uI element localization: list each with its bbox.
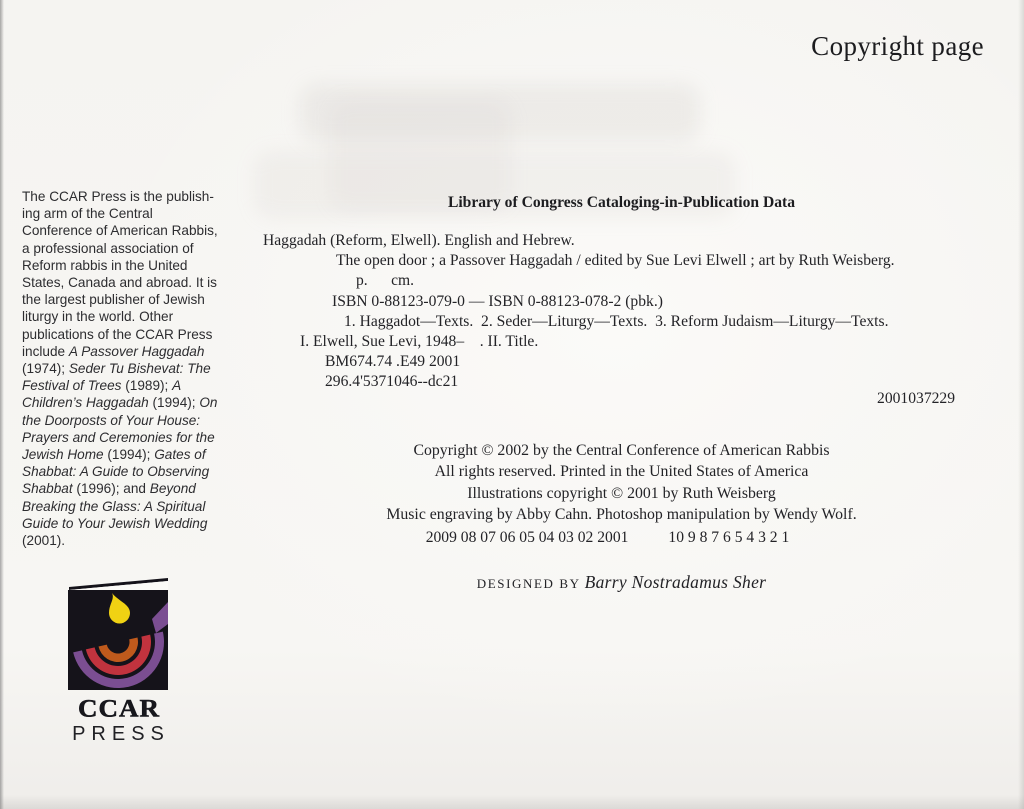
scan-edge-right: [1018, 0, 1024, 809]
copyright-line: All rights reserved. Printed in the United States of America: [434, 463, 809, 481]
copyright-block: [263, 440, 980, 526]
page-title: Copyright page: [811, 31, 984, 61]
copyright-line: Music engraving by Abby Cahn. Photoshop manipulation by Wendy Wolf.: [386, 506, 857, 524]
lccn-number: 2001037229: [877, 389, 955, 407]
printing-history-line: [249, 529, 966, 547]
catalog-line-dewey: 296.4'5371046--dc21: [325, 373, 459, 391]
catalog-line: p. cm.: [356, 272, 415, 290]
printing-numbers: 10 9 8 7 6 5 4 3 2 1: [668, 529, 790, 546]
logo-text-press: PRESS: [72, 723, 170, 745]
logo-text-ccar: CCAR: [78, 693, 160, 723]
catalog-line: Haggadah (Reform, Elwell). English and Hebrew.: [263, 232, 575, 249]
designer-label: DESIGNED BY: [476, 576, 581, 591]
ccar-press-blurb: The CCAR Press is the publish- ing arm of the Central Conference of American Rabbis, a professional association of Reform rabbis in the United States, Canada and abroad. It is the largest publisher of Jewish liturgy in the world. Other publications of the CCAR Press include A Passover Haggadah (1974); Seder Tu Bishevat: The Festival of Trees (1989); A Children’s Haggadah (1994); On the Doorposts of Your House: Prayers and Ceremonies for the Jewish Home (1994); Gates of Shabbat: A Guide to Observing Shabbat (1996); and Beyond Breaking the Glass: A Spiritual Guide to Your Jewish Wedding (2001).: [22, 189, 218, 549]
designer-name: Barry Nostradamus Sher: [584, 572, 767, 592]
main-column: [263, 0, 980, 809]
catalog-line-isbn: ISBN 0-88123-079-0 — ISBN 0-88123-078-2 (pbk.): [332, 292, 663, 310]
ccar-press-logo: [67, 576, 171, 746]
catalog-line-subjects: 1. Haggadot—Texts. 2. Seder—Liturgy—Texts. 3. Reform Judaism—Liturgy—Texts.: [344, 312, 889, 330]
ccar-logo-mark: [67, 576, 171, 692]
copyright-line: Illustrations copyright © 2001 by Ruth Weisberg: [467, 484, 776, 502]
printing-years: 2009 08 07 06 05 04 03 02 2001: [425, 529, 629, 546]
loc-cataloging-heading: Library of Congress Cataloging-in-Publication Data: [447, 194, 796, 211]
catalog-line-entries: I. Elwell, Sue Levi, 1948– . II. Title.: [300, 333, 539, 351]
catalog-line-callnumber: BM674.74 .E49 2001: [325, 353, 461, 371]
catalog-line: The open door ; a Passover Haggadah / edited by Sue Levi Elwell ; art by Ruth Weisberg.: [336, 252, 895, 270]
scan-edge-left: [0, 0, 4, 809]
designer-credit: [263, 572, 980, 593]
copyright-line: Copyright © 2002 by the Central Conference of American Rabbis: [413, 442, 830, 459]
loc-catalog-block: [263, 231, 980, 409]
